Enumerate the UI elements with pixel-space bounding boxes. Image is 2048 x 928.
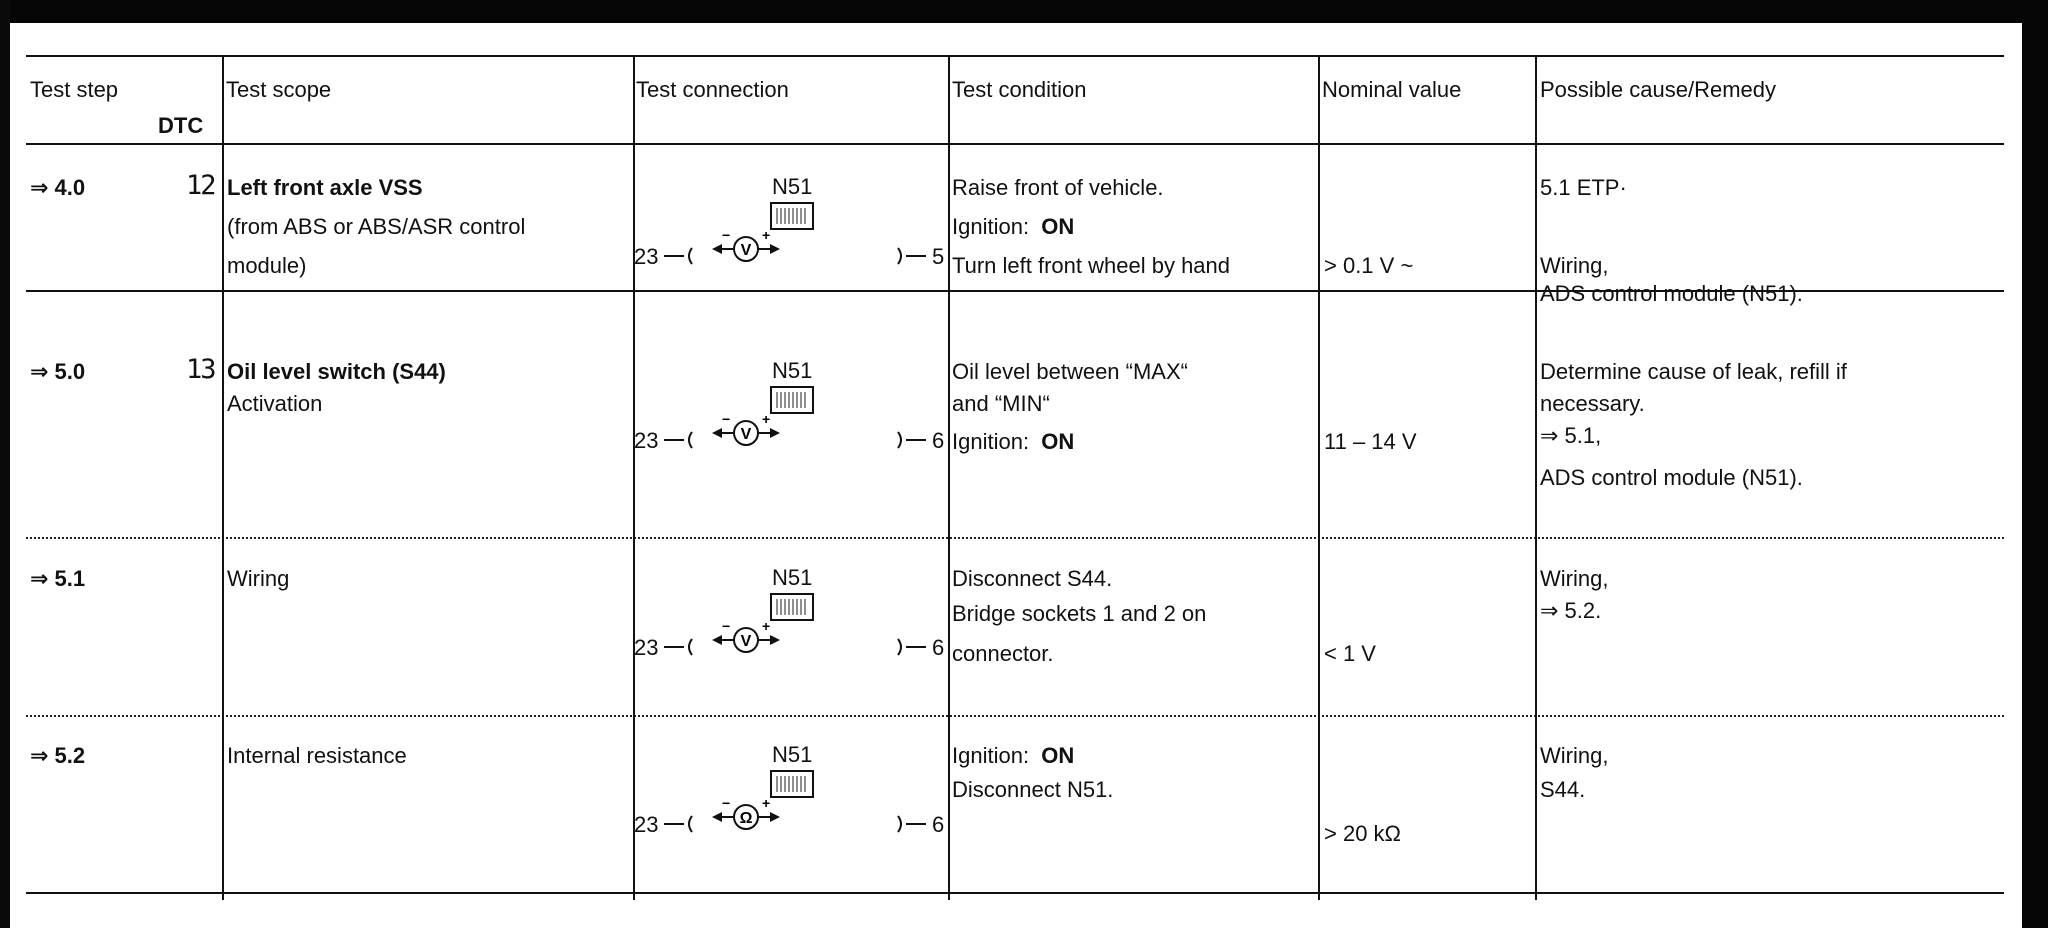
- nominal-value: < 1 V: [1324, 641, 1376, 666]
- voltmeter-icon: [634, 623, 946, 663]
- cause-line: ⇒ 5.2.: [1540, 598, 1602, 623]
- svg-text:−: −: [722, 800, 731, 811]
- pin-right: 6: [932, 428, 945, 453]
- column-divider: [1535, 55, 1537, 900]
- scope-line: Wiring: [227, 566, 290, 591]
- condition-emphasis: ON: [1041, 214, 1075, 239]
- table-top-rule: [26, 55, 2004, 57]
- dtc-code: 13: [186, 354, 215, 385]
- condition-line: Turn left front wheel by hand: [952, 253, 1231, 278]
- nominal-value: > 20 kΩ: [1324, 821, 1401, 846]
- condition-line: Ignition: ON: [952, 214, 1075, 239]
- header-possible-cause: Possible cause/Remedy: [1540, 77, 1777, 102]
- column-divider: [222, 55, 224, 900]
- module-label: N51: [772, 565, 813, 590]
- pin-right: 6: [932, 812, 945, 837]
- test-connection-diagram: [634, 565, 946, 685]
- control-module-icon: [770, 202, 814, 230]
- nominal-value: > 0.1 V ~: [1324, 253, 1414, 278]
- pin-left: 23: [634, 428, 659, 453]
- condition-line: Raise front of vehicle.: [952, 175, 1164, 200]
- module-label: N51: [772, 174, 813, 199]
- svg-text:−: −: [722, 623, 731, 634]
- header-test-connection: Test connection: [636, 77, 789, 102]
- cause-line: Determine cause of leak, refill if: [1540, 359, 1847, 384]
- scope-line: module): [227, 253, 307, 278]
- header-test-condition: Test condition: [952, 77, 1087, 102]
- nominal-value: 11 – 14 V: [1324, 429, 1417, 454]
- pin-left: 23: [634, 244, 659, 269]
- meter-symbol: V: [740, 633, 752, 650]
- condition-emphasis: ON: [1041, 429, 1075, 454]
- control-module-icon: [770, 386, 814, 414]
- scope-line: Activation: [227, 391, 323, 416]
- condition-line: Bridge sockets 1 and 2 on: [952, 601, 1207, 626]
- header-bottom-rule: [26, 143, 2004, 145]
- test-connection-diagram: [634, 174, 946, 294]
- module-label: N51: [772, 358, 813, 383]
- condition-line: and “MIN“: [952, 391, 1050, 416]
- svg-text:−: −: [722, 232, 731, 243]
- header-test-step: Test step: [30, 77, 119, 102]
- header-test-scope: Test scope: [226, 77, 332, 102]
- test-step: ⇒ 4.0: [30, 175, 86, 200]
- cause-line: ADS control module (N51).: [1540, 465, 1803, 490]
- scope-line: (from ABS or ABS/ASR control: [227, 214, 526, 239]
- condition-line: Ignition: ON: [952, 429, 1075, 454]
- test-step: ⇒ 5.0: [30, 359, 86, 384]
- condition-line: Ignition: ON: [952, 743, 1075, 768]
- pin-right: 5: [932, 244, 945, 269]
- svg-text:+: +: [762, 416, 771, 427]
- svg-text:+: +: [762, 623, 771, 634]
- pin-right: 6: [932, 635, 945, 660]
- scan-border-right: [2022, 0, 2048, 928]
- scope-title: Left front axle VSS: [227, 175, 423, 200]
- scope-title: Oil level switch (S44): [227, 359, 446, 384]
- header-dtc: DTC: [158, 113, 204, 138]
- condition-line: Disconnect S44.: [952, 566, 1113, 591]
- svg-text:+: +: [762, 232, 771, 243]
- condition-line: Disconnect N51.: [952, 777, 1114, 802]
- svg-text:−: −: [722, 416, 731, 427]
- row-divider-dotted: [26, 715, 2004, 717]
- scan-border-top: [0, 0, 2048, 23]
- cause-line: necessary.: [1540, 391, 1645, 416]
- cause-line: ADS control module (N51).: [1540, 281, 1803, 306]
- cause-line: S44.: [1540, 777, 1586, 802]
- table-bottom-rule: [26, 892, 2004, 894]
- row-divider-dotted: [26, 537, 2004, 539]
- pin-left: 23: [634, 635, 659, 660]
- control-module-icon: [770, 593, 814, 621]
- cause-line: ⇒ 5.1,: [1540, 423, 1602, 448]
- column-divider: [1318, 55, 1320, 900]
- meter-symbol: Ω: [739, 810, 753, 827]
- cause-line: Wiring,: [1540, 566, 1609, 591]
- test-connection-diagram: [634, 358, 946, 478]
- voltmeter-icon: [634, 232, 946, 272]
- scope-line: Internal resistance: [227, 743, 407, 768]
- svg-text:+: +: [762, 800, 771, 811]
- ohmmeter-icon: [634, 800, 946, 840]
- condition-emphasis: ON: [1041, 743, 1075, 768]
- control-module-icon: [770, 770, 814, 798]
- meter-symbol: V: [740, 242, 752, 259]
- test-step: ⇒ 5.2: [30, 743, 86, 768]
- header-nominal-value: Nominal value: [1322, 77, 1462, 102]
- test-step: ⇒ 5.1: [30, 566, 86, 591]
- dtc-code: 12: [186, 170, 215, 201]
- meter-symbol: V: [740, 426, 752, 443]
- voltmeter-icon: [634, 416, 946, 456]
- condition-line: connector.: [952, 641, 1054, 666]
- column-divider: [948, 55, 950, 900]
- cause-line: Wiring,: [1540, 743, 1609, 768]
- pin-left: 23: [634, 812, 659, 837]
- module-label: N51: [772, 742, 813, 767]
- scan-border-left: [0, 0, 10, 928]
- cause-line: 5.1 ETP·: [1540, 175, 1627, 200]
- condition-line: Oil level between “MAX“: [952, 359, 1188, 384]
- cause-line: Wiring,: [1540, 253, 1609, 278]
- test-connection-diagram: [634, 742, 946, 862]
